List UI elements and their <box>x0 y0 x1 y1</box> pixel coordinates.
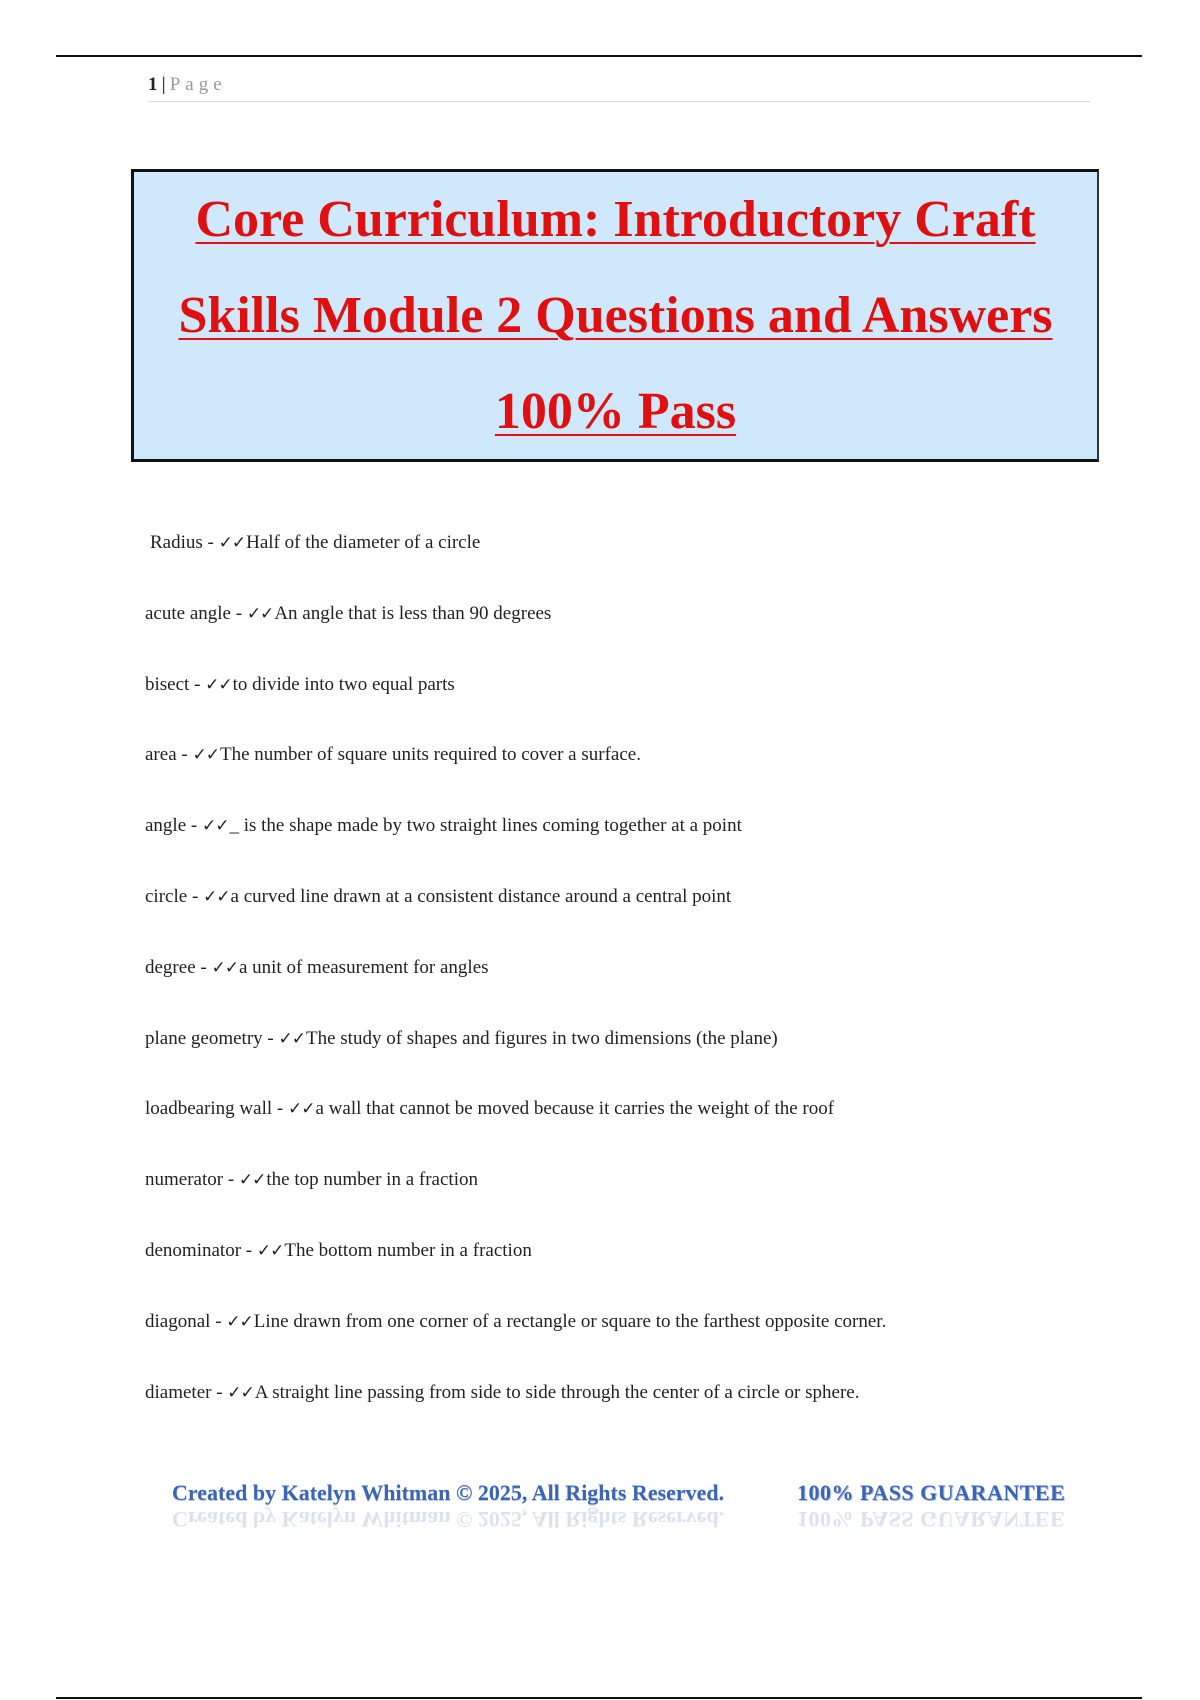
qa-item: plane geometry - ✓✓The study of shapes and figures in two dimensions (the plane) <box>145 1027 778 1049</box>
qa-definition: Half of the diameter of a circle <box>246 532 481 553</box>
qa-definition: The number of square units required to cover a surface. <box>219 744 641 766</box>
check-icon: ✓✓ <box>201 816 229 837</box>
qa-list <box>145 527 1105 1447</box>
check-icon: ✓✓ <box>205 674 232 695</box>
qa-item: Radius - ✓✓Half of the diameter of a circle <box>150 532 481 553</box>
qa-item: angle - ✓✓_ is the shape made by two straight lines coming together at a point <box>145 815 742 837</box>
check-icon: ✓✓ <box>227 1382 254 1403</box>
copyright-reflection: Created by Katelyn Whitman © 2025, All Rights Reserved. <box>172 1507 725 1532</box>
qa-item: diagonal - ✓✓Line drawn from one corner of a rectangle or square to the farthest opposite corner. <box>145 1310 887 1332</box>
copyright-text: Created by Katelyn Whitman © 2025, All Rights Reserved. <box>172 1480 725 1505</box>
qa-definition: a unit of measurement for angles <box>238 956 489 978</box>
qa-definition: to divide into two equal parts <box>232 673 455 695</box>
check-icon: ✓✓ <box>203 886 230 907</box>
qa-item: acute angle - ✓✓An angle that is less than 90 degrees <box>145 602 552 624</box>
qa-term: area <box>145 744 177 766</box>
qa-definition: A straight line passing from side to side through the center of a circle or sphere. <box>254 1381 860 1403</box>
document-title: Core Curriculum: Introductory Craft Skills Module 2 Questions and Answers 100% Pass <box>178 190 1053 440</box>
qa-definition: Line drawn from one corner of a rectangle or square to the farthest opposite corner. <box>253 1310 887 1332</box>
qa-term: acute angle <box>145 602 231 624</box>
check-icon: ✓✓ <box>218 533 246 553</box>
bottom-rule <box>56 1697 1142 1699</box>
qa-term: Radius <box>150 532 203 553</box>
page-separator: | <box>161 74 166 95</box>
qa-term: degree <box>145 956 196 978</box>
check-icon: ✓✓ <box>256 1240 284 1261</box>
page-number: 1 <box>148 74 158 95</box>
qa-definition: a wall that cannot be moved because it carries the weight of the roof <box>315 1098 835 1120</box>
page-label: Page <box>169 74 227 95</box>
check-icon: ✓✓ <box>238 1170 266 1191</box>
check-icon: ✓✓ <box>287 1099 315 1120</box>
check-icon: ✓✓ <box>278 1028 305 1049</box>
qa-term: diameter <box>145 1381 212 1403</box>
qa-item: area - ✓✓The number of square units required to cover a surface. <box>145 744 641 766</box>
qa-item: circle - ✓✓a curved line drawn at a consistent distance around a central point <box>145 885 732 907</box>
qa-definition: a curved line drawn at a consistent distance around a central point <box>230 885 732 907</box>
qa-item: degree - ✓✓a unit of measurement for angles <box>145 956 489 978</box>
check-icon: ✓✓ <box>246 603 274 624</box>
check-icon: ✓✓ <box>226 1311 253 1332</box>
qa-term: denominator <box>145 1239 242 1261</box>
qa-term: bisect <box>145 673 190 695</box>
qa-definition: An angle that is less than 90 degrees <box>274 602 552 624</box>
guarantee-reflection: 100% PASS GUARANTEE <box>797 1507 1066 1532</box>
qa-term: angle <box>145 815 187 837</box>
qa-item: loadbearing wall - ✓✓a wall that cannot be moved because it carries the weight of the roof <box>145 1098 835 1120</box>
qa-term: numerator <box>145 1169 224 1191</box>
check-icon: ✓✓ <box>192 745 219 766</box>
qa-item: denominator - ✓✓The bottom number in a fraction <box>145 1239 532 1261</box>
footer <box>170 1480 1070 1540</box>
page-header <box>148 73 1090 102</box>
guarantee-badge: 100% PASS GUARANTEE <box>797 1480 1066 1505</box>
check-icon: ✓✓ <box>211 957 238 978</box>
qa-definition: The study of shapes and figures in two dimensions (the plane) <box>305 1027 778 1049</box>
title-box <box>131 169 1099 462</box>
qa-definition: the top number in a fraction <box>266 1169 478 1191</box>
top-rule <box>56 55 1142 57</box>
qa-definition: The bottom number in a fraction <box>284 1239 532 1261</box>
qa-term: circle <box>145 885 188 907</box>
qa-item: bisect - ✓✓to divide into two equal parts <box>145 673 455 695</box>
qa-definition: _ is the shape made by two straight lines coming together at a point <box>229 815 742 837</box>
qa-term: plane geometry <box>145 1027 263 1049</box>
qa-term: diagonal <box>145 1310 211 1332</box>
qa-item: diameter - ✓✓A straight line passing from side to side through the center of a circle or sphere. <box>145 1381 860 1403</box>
qa-item: numerator - ✓✓the top number in a fraction <box>145 1169 478 1191</box>
qa-term: loadbearing wall <box>145 1098 273 1120</box>
